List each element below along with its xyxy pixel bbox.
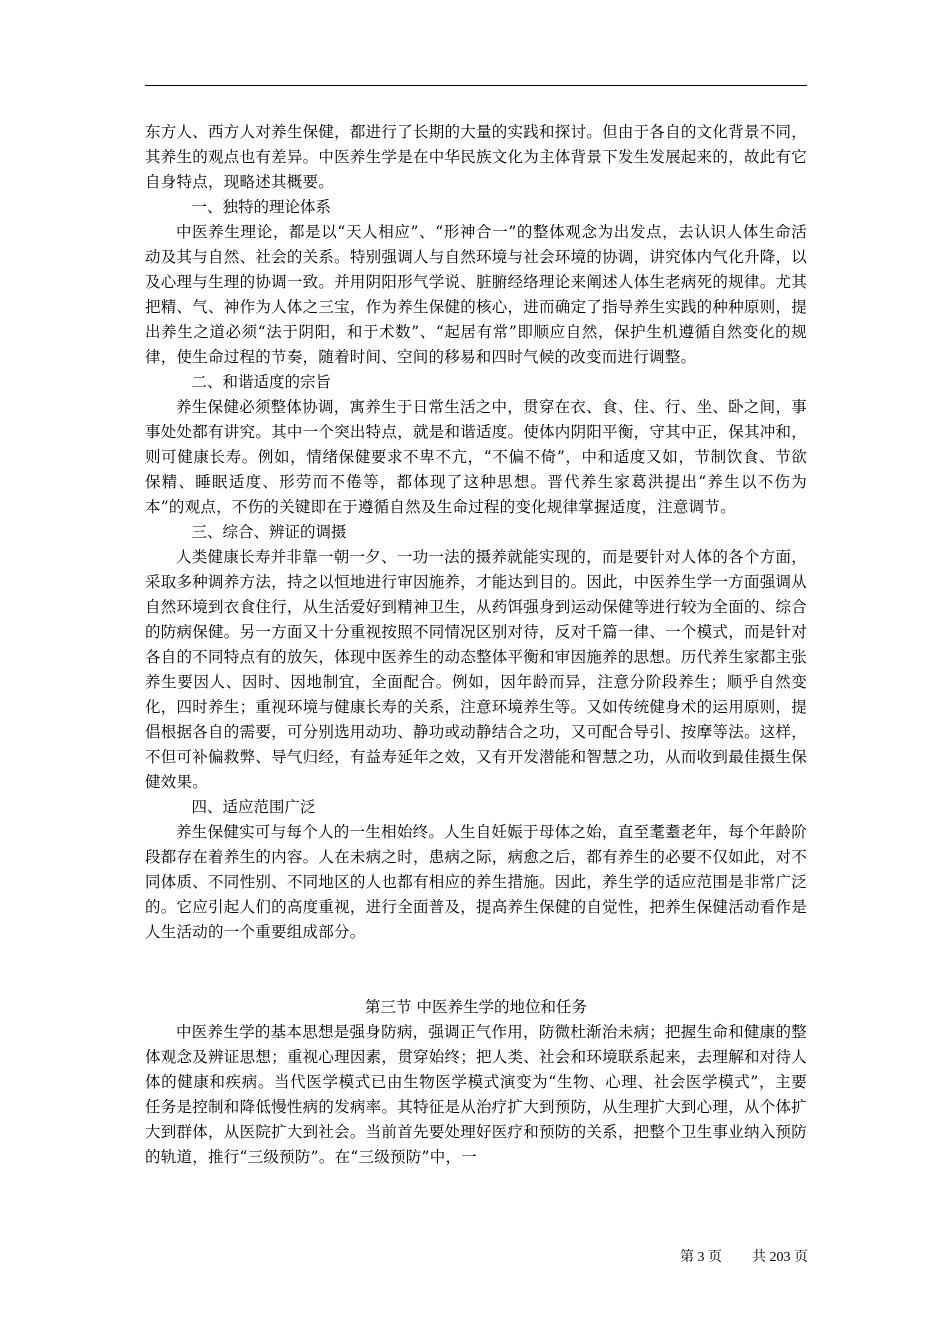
header-rule xyxy=(145,85,807,86)
page-number: 第 3 页 xyxy=(680,1250,722,1265)
section-heading-3: 三、综合、辨证的调摄 xyxy=(191,523,347,541)
total-pages: 共 203 页 xyxy=(752,1250,808,1265)
section-body-2: 养生保健必须整体协调，寓养生于日常生活之中，贯穿在衣、食、住、行、坐、卧之间，事事处处都有讲究。其中一个突出特点，就是和谐适度。使体内阴阳平衡，守其中正，保其冲和，则可健康长寿。例如，情绪保健要求不卑不亢，“不偏不倚”，中和适度又如，节制饮食、节欲保精、睡眠适度、形劳而不倦等，都体现了这种思想。晋代养生家葛洪提出“养生以不伤为本”的观点，不伤的关键即在于遵循自然及生命过程的变化规律掌握适度，注意调节。 xyxy=(145,398,807,516)
chapter-section-title: 第三节 中医养生学的地位和任务 xyxy=(365,998,587,1016)
section-body-3: 人类健康长寿并非靠一朝一夕、一功一法的摄养就能实现的，而是要针对人体的各个方面，采取多种调养方法，持之以恒地进行审因施养，才能达到目的。因此，中医养生学一方面强调从自然环境到衣食住行，从生活爱好到精神卫生，从药饵强身到运动保健等进行较为全面的、综合的防病保健。另一方面又十分重视按照不同情况区别对待，反对千篇一律、一个模式，而是针对各自的不同特点有的放矢，体现中医养生的动态整体平衡和审因施养的思想。历代养生家都主张养生要因人、因时、因地制宜，全面配合。例如，因年龄而异，注意分阶段养生；顺乎自然变化，四时养生；重视环境与健康长寿的关系，注意环境养生等。又如传统健身术的运用原则，提倡根据各自的需要，可分别选用动功、静功或动静结合之功，又可配合导引、按摩等法。这样，不但可补偏救弊、导气归经，有益寿延年之效，又有开发潜能和智慧之功，从而收到最佳摄生保健效果。 xyxy=(145,548,807,791)
chapter-section-body: 中医养生学的基本思想是强身防病，强调正气作用，防微杜渐治未病；把握生命和健康的整体观念及辨证思想；重视心理因素，贯穿始终；把人类、社会和环境联系起来，去理解和对待人体的健康和疾病。当代医学模式已由生物医学模式演变为“生物、心理、社会医学模式”，主要任务是控制和降低慢性病的发病率。其特征是从治疗扩大到预防，从生理扩大到心理，从个体扩大到群体，从医院扩大到社会。当前首先要处理好医疗和预防的关系，把整个卫生事业纳入预防的轨道，推行“三级预防”。在“三级预防”中，一 xyxy=(145,1023,807,1166)
section-heading-1: 一、独特的理论体系 xyxy=(191,198,332,216)
spacer xyxy=(145,945,807,995)
document-page xyxy=(145,120,807,1170)
intro-paragraph: 东方人、西方人对养生保健，都进行了长期的大量的实践和探讨。但由于各自的文化背景不同，其养生的观点也有差异。中医养生学是在中华民族文化为主体背景下发生发展起来的，故此有它自身特点，现略述其概要。 xyxy=(145,123,807,191)
page-footer xyxy=(0,1246,808,1266)
section-heading-2: 二、和谐适度的宗旨 xyxy=(191,373,332,391)
section-body-4: 养生保健实可与每个人的一生相始终。人生自妊娠于母体之始，直至耄耋老年，每个年龄阶段都存在着养生的内容。人在未病之时，患病之际，病愈之后，都有养生的必要不仅如此，对不同体质、不同性别、不同地区的人也都有相应的养生措施。因此，养生学的适应范围是非常广泛的。它应引起人们的高度重视，进行全面普及，提高养生保健的自觉性，把养生保健活动看作是人生活动的一个重要组成部分。 xyxy=(145,823,807,941)
section-heading-4: 四、适应范围广泛 xyxy=(191,798,316,816)
section-body-1: 中医养生理论，都是以“天人相应”、“形神合一”的整体观念为出发点，去认识人体生命活动及其与自然、社会的关系。特别强调人与自然环境与社会环境的协调，讲究体内气化升降，以及心理与生理的协调一致。并用阴阳形气学说、脏腑经络理论来阐述人体生老病死的规律。尤其把精、气、神作为人体之三宝，作为养生保健的核心，进而确定了指导养生实践的种种原则，提出养生之道必须“法于阴阳，和于术数”、“起居有常”即顺应自然，保护生机遵循自然变化的规律，使生命过程的节奏，随着时间、空间的移易和四时气候的改变而进行调整。 xyxy=(145,223,807,366)
